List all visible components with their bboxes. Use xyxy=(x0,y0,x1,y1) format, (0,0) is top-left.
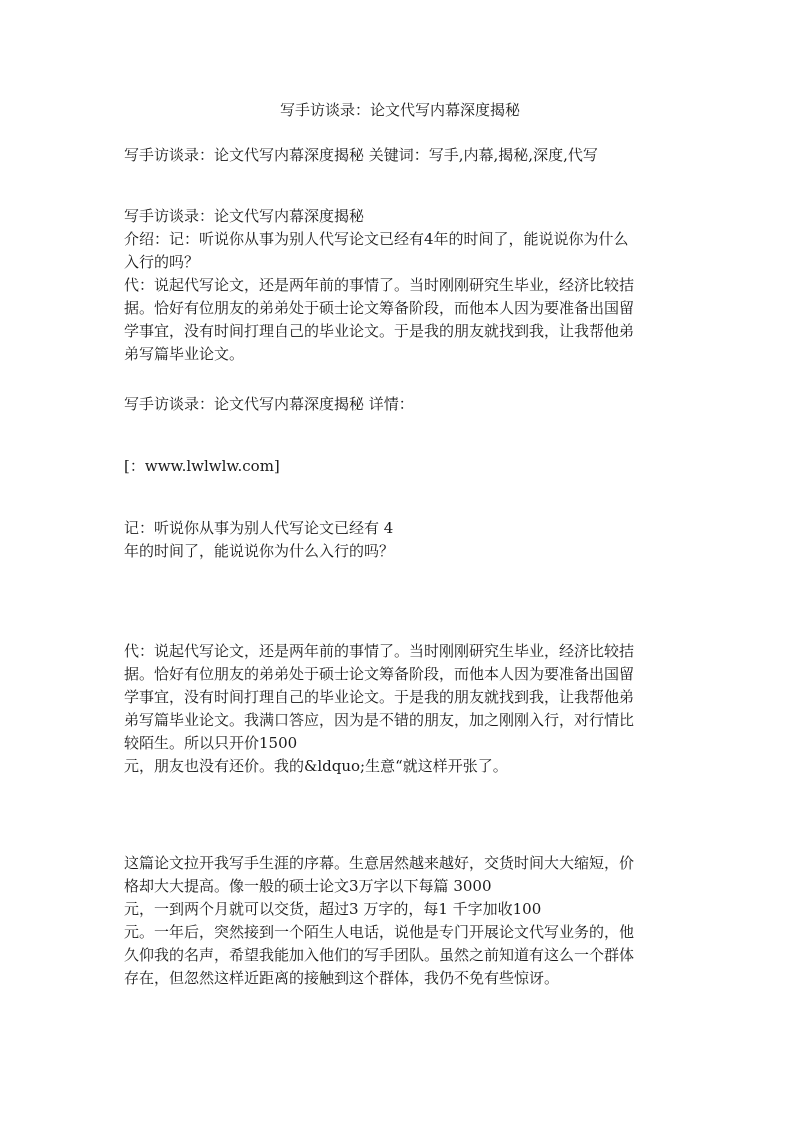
question-paragraph xyxy=(124,517,684,563)
career-line: 元。一年后，突然接到一个陌生人电话，说他是专门开展论文代写业务的，他 xyxy=(124,923,635,941)
document-title: 写手访谈录：论文代写内幕深度揭秘 xyxy=(279,101,520,119)
intro-line: 弟写篇毕业论文。 xyxy=(124,345,245,363)
keywords-line xyxy=(124,144,684,167)
intro-line: 入行的吗？ xyxy=(124,253,200,271)
answer-line: 学事宜，没有时间打理自己的毕业论文。于是我的朋友就找到我，让我帮他弟 xyxy=(124,688,635,706)
intro-line: 学事宜，没有时间打理自己的毕业论文。于是我的朋友就找到我，让我帮他弟 xyxy=(124,322,635,340)
intro-line: 据。恰好有位朋友的弟弟处于硕士论文筹备阶段，而他本人因为要准备出国留 xyxy=(124,299,635,317)
source-line xyxy=(124,455,684,478)
keywords-text: 写手访谈录：论文代写内幕深度揭秘 关键词：写手,内幕,揭秘,深度,代写 xyxy=(124,146,598,164)
career-paragraph xyxy=(124,852,684,990)
answer-line: 弟写篇毕业论文。我满口答应，因为是不错的朋友，加之刚刚入行，对行情比 xyxy=(124,711,635,729)
source-text: [：www.lwlwlw.com] xyxy=(124,457,280,475)
career-line: 久仰我的名声，希望我能加入他们的写手团队。虽然之前知道有这么一个群体 xyxy=(124,946,635,964)
answer-line: 据。恰好有位朋友的弟弟处于硕士论文筹备阶段，而他本人因为要准备出国留 xyxy=(124,665,635,683)
intro-line: 介绍：记：听说你从事为别人代写论文已经有4年的时间了，能说说你为什么 xyxy=(124,230,629,248)
career-line: 元，一到两个月就可以交货，超过3 万字的，每1 千字加收100 xyxy=(124,900,542,918)
career-line: 这篇论文拉开我写手生涯的序幕。生意居然越来越好，交货时间大大缩短，价 xyxy=(124,854,635,872)
details-line xyxy=(124,393,684,416)
answer-line: 较陌生。所以只开价1500 xyxy=(124,734,298,752)
question-line: 年的时间了，能说说你为什么入行的吗？ xyxy=(124,542,395,560)
intro-paragraph xyxy=(124,205,684,366)
answer-line: 元，朋友也没有还价。我的&ldquo;生意“就这样开张了。 xyxy=(124,757,508,775)
intro-line: 代：说起代写论文，还是两年前的事情了。当时刚刚研究生毕业，经济比较拮 xyxy=(124,276,635,294)
question-line: 记：听说你从事为别人代写论文已经有 4 xyxy=(124,519,394,537)
career-line: 存在，但忽然这样近距离的接触到这个群体，我仍不免有些惊讶。 xyxy=(124,969,560,987)
career-line: 格却大大提高。像一般的硕士论文3万字以下每篇 3000 xyxy=(124,877,492,895)
answer-line: 代：说起代写论文，还是两年前的事情了。当时刚刚研究生毕业，经济比较拮 xyxy=(124,642,635,660)
details-text: 写手访谈录：论文代写内幕深度揭秘 详情： xyxy=(124,395,414,413)
intro-line: 写手访谈录：论文代写内幕深度揭秘 xyxy=(124,207,365,225)
answer-paragraph xyxy=(124,640,684,778)
